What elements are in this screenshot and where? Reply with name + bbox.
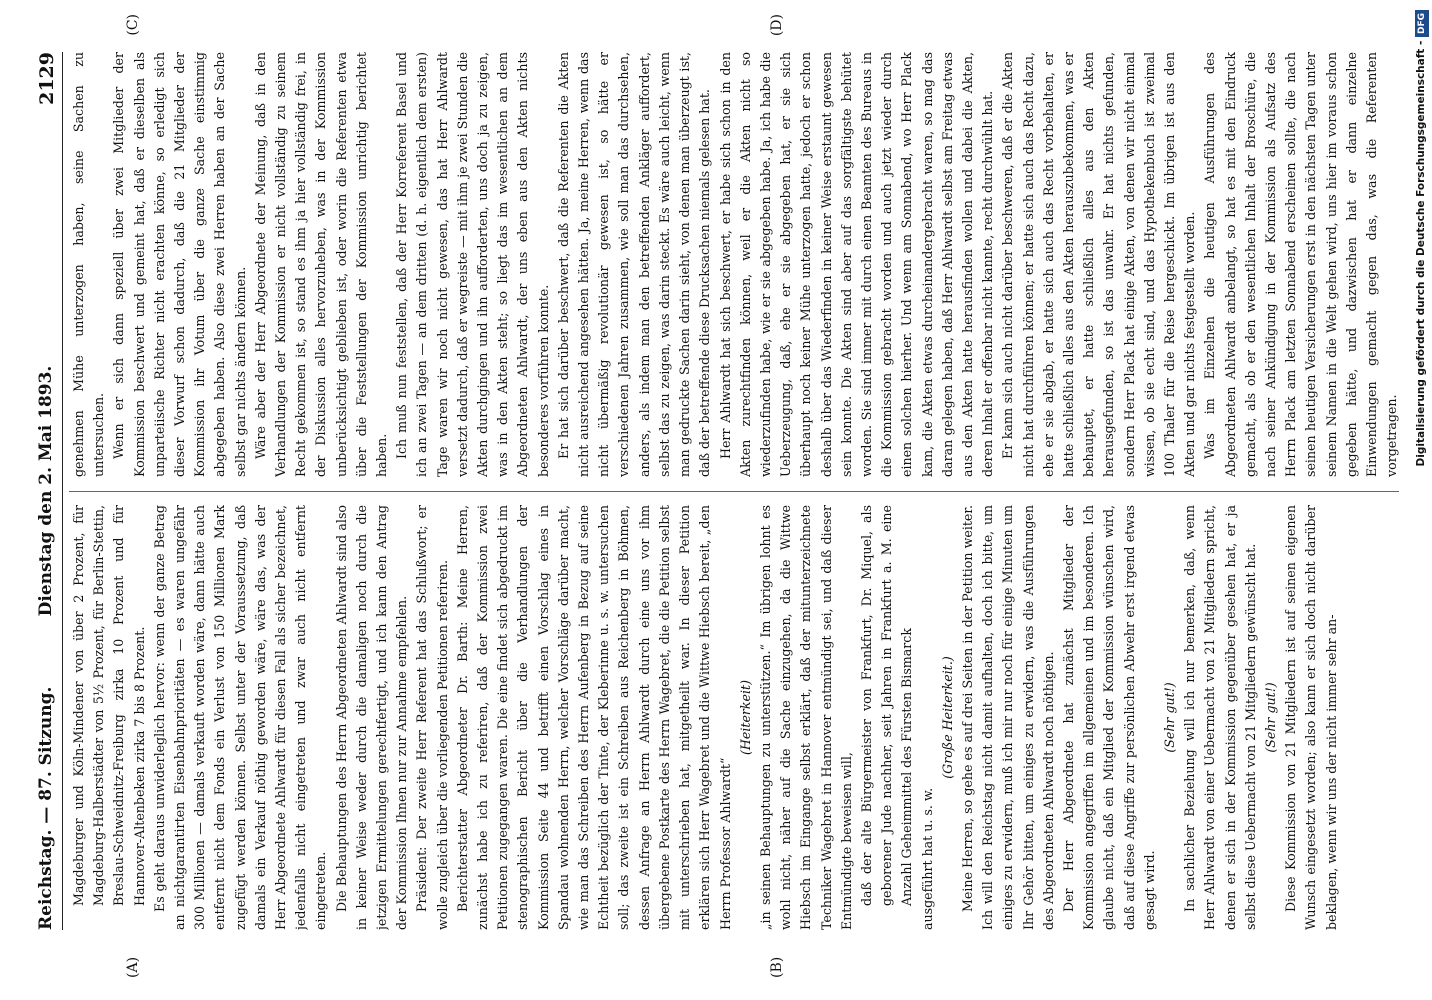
paragraph: „in seinen Behauptungen zu unterstützen.“ Im übrigen lohnt es wohl nicht, näher auf die Sache einzugehen, da die Wittwe Hiebsch im Eingange selbst erklärt, daß der mitunterzeichnete Techniker Wagebret in Hannover entmündigt sei, und daß dieser Entmündigte beweisen will, [757,505,854,930]
paragraph: ausgeführt hat u. s. w. [919,787,935,930]
column-divider [69,491,1399,492]
left-column [69,505,1399,930]
quoted-passage: daß der alte Bürgermeister von Frankfurt, Dr. Miquel, als geborener Jude nachher, seit Jahren in Frankfurt a. M. eine Anzahl Geheimmittel des Fürsten Bismarck [858,505,915,906]
page-number: 2129 [36,52,58,105]
paragraph: Herr Ahlwardt hat sich beschwert, er habe sich schon in den Akten zurechtfinden können, weil er die Akten nicht so wiederzufinden habe, wie er sie abgegeben habe. Ja, ich habe die Ueberzeugung, daß, ehe er sie abgegeben hat, er sie sich überhaupt noch keiner Mühe unterzogen hatte, jedoch er schon deshalb über das Wiederfinden in keiner Weise erstaunt gewesen sein konnte. Die Akten sind aber auf das sorgfältigste behütet worden. Sie sind immer mit durch einen Beamten des Bureaus in die Kommission gebracht worden und auch jetzt wieder durch einen solchen hierher. Und wenn am Sonnabend, wo Herr Plack kam, die Akten etwas durcheinandergebracht waren, so mag das daran gelegen haben, daß Herr Ahlwardt selbst am Freitag etwas aus den Akten hatte herausfinden wollen und dabei die Akten, deren Inhalt er offenbar nicht kannte, recht durchwühlt hat. [717,52,996,477]
paragraph: Die Behauptungen des Herrn Abgeordneten Ahlwardt sind also in keiner Weise weder durch die damaligen noch durch die jetzigen Ermittelungen gerechtfertigt, und ich kann den Antrag der Kommission Ihnen nur zur Annahme empfehlen. [333,505,410,930]
paragraph: Was im Einzelnen die heutigen Ausführungen des Abgeordneten Ahlwardt anbelangt, so hat es mit den Eindruck gemacht, als ob er den wesentlichen Inhalt der Broschüre, die nach seiner Ankündigung in der Kommission als Aufsatz des Herrn Plack am letzten Sonnabend erscheinen sollte, die nach seinen heutigen Versicherungen erst in den nächsten Tagen unter seinem Namen in die Welt gehen wird, uns hier im voraus schon gegeben hätte, und dazwischen hat er dann einzelne Einwendungen gemacht gegen das, was die Referenten vorgetragen. [1202,52,1399,477]
digitization-note [1410,0,1432,1000]
margin-marker-a: (A) [125,956,141,978]
paragraph: Wäre aber der Herr Abgeordnete der Meinung, daß in den Verhandlungen der Kommission er nicht vollständig zu seinem Recht gekommen ist, so stand es ihm ja hier vollständig frei, in der Diskussion alles hervorzuheben, was in der Kommission unberücksichtigt geblieben ist, oder worin die Referenten etwa über die Feststellungen der Kommission unrichtig berichtet haben. [252,52,390,477]
paragraph: Diese Kommission von 21 Mitgliedern ist auf seinen eigenen Wunsch eingesetzt worden; also kann er sich doch nicht darüber beklagen, wenn wir uns der nicht immer sehr an- [1283,505,1339,930]
paragraph: Meine Herren, so gehe es auf drei Seiten in der Petition weiter. Ich will den Reichstag nicht damit aufhalten, doch ich bitte, um einiges zu erwidern, muß ich mir nur noch für einige Minuten um Ihr Gehör bitten, um einiges zu erwidern, was die Ausführungen des Abgeordneten Ahlwardt noch nöthigen. [959,505,1056,930]
paragraph: Wenn er sich dann speziell über zwei Mitglieder der Kommission beschwert und gemeint hat, daß er dieselben als unparteiische Richter nicht erachten könne, so erledigt sich dieser Vorwurf schon dadurch, daß die 21 Mitglieder der Kommission ihr Votum über die ganze Sache einstimmig abgegeben haben. Also diese zwei Herren haben an der Sache selbst gar nichts ändern können. [111,52,248,477]
dfg-logo: DFG [1415,10,1429,37]
digitization-note-label: Digitalisierung gefördert durch die Deutsche Forschungsgemeinschaft - [1415,40,1427,467]
interjection: (Sehr gut!) [1262,682,1278,753]
interjection: (Große Heiterkeit.) [939,656,955,779]
paragraph-president: Präsident: Der zweite Herr Referent hat das Schlußwort; er wolle zugleich über die vorliegenden Petitionen referiren. [414,505,450,930]
interjection: (Sehr gut!) [1161,682,1177,753]
paragraph: Es geht daraus unwiderleglich hervor: wenn der ganze Betrag an nichtgarantirten Eisenbahnprioritäten — es waren ungefähr 300 Millionen — damals verkauft worden wäre, dann hätte auch entfernt nicht dem Fonds ein Verlust von 150 Millionen Mark zugefügt werden können. Selbst unter der Voraussetzung, daß damals ein Verkauf nöthig geworden wäre, wäre das, was der Herr Abgeordnete Ahlwardt für diesen Fall als sicher bezeichnet, jedenfalls nicht eingetreten und zwar auch nicht entfernt eingetreten. [151,505,329,930]
paragraph: genehmen Mühe unterzogen haben, seine Sachen zu untersuchen. [71,52,107,477]
paragraph: Ich muß nun feststellen, daß der Herr Korreferent Basel und ich an zwei Tagen — an dem dritten (d. h. eigentlich dem ersten) Tage waren wir noch nicht gewesen, das hat Herr Ahlwardt versetzt dadurch, daß er wegreiste — mit ihm je zwei Stunden die Akten durchgingen und ihn aufforderten, uns doch ja zu zeigen, was in den Akten steht; so liegt das im wesentlichen an dem Abgeordneten Ahlwardt, der uns eben aus den Akten nichts besonderes vorführen konnte. [394,52,551,477]
interjection: (Heiterkeit) [737,680,753,755]
header-date: Dienstag den 2. Mai 1893. [36,365,56,617]
paragraph: Der Herr Abgeordnete hat zunächst Mitglieder der Kommission angegriffen im allgemeinen und im besonderen. Ich glaube nicht, daß ein Mitglied der Kommission wünschen wird, daß auf diese Angriffe zur persönlichen Abwehr erst irgend etwas gesagt wird. [1060,505,1157,930]
rotated-page [12,0,1412,1000]
text-columns [69,14,1399,978]
header-session: Reichstag. — 87. Sitzung. [36,686,56,930]
paragraph-rapporteur: Berichterstatter Abgeordneter Dr. Barth: Meine Herren, zunächst habe ich zu referiren, daß der Kommission zwei Petitionen zugegangen waren. Die eine findet sich abgedruckt im stenographischen Bericht über die Verhandlungen der Kommission Seite 44 und betrifft einen Vorschlag eines in Spandau wohnenden Herrn, welcher Vorschläge darüber macht, wie man das Schreiben des Herrn Aufenberg in Bezug auf seine Echtheit bezüglich der Tinte, der Kleberinne u. s. w. untersuchen soll; das zweite ist ein Schreiben aus Reichenberg in Böhmen, dessen Anfrage an Herrn Ahlwardt durch eine uns vor ihm übergebene Postkarte des Herrn Wagebret, die die Petition selbst mit unterschrieben hat, mitgetheilt war. In dieser Petition erklären sich Herr Wagebret und die Wittwe Hiebsch bereit, „den Herrn Professor Ahlwardt“ [454,505,733,930]
running-head [30,52,63,930]
margin-marker-c: (C) [125,14,141,36]
margin-marker-d: (D) [769,14,785,37]
paragraph: Er kann sich auch nicht darüber beschweren, daß er die Akten nicht hat durchführen können; er hatte sich auch das Recht dazu, ehe er sie abgab, er hatte sich auch das Recht vorbehalten, er hatte schließlich alles aus den Akten herauszubekommen, was er behauptet, er hatte schließlich alles aus den Akten herausgefunden, so ist das unwahr. Er hat nichts gefunden, sondern Herr Plack hat einige Akten, von denen wir nicht einmal wissen, ob sie echt sind, und das Hypothekenbuch ist zweimal 100 Thaler für die Reise hergeschickt. Im übrigen ist aus den Akten und gar nichts festgestellt worden. [1000,52,1198,477]
paragraph: Er hat sich darüber beschwert, daß die Referenten die Akten nicht ausreichend angesehen hätten. Ja, meine Herren, wenn das nicht übermäßig revolutionär gewesen ist, so hätte er verschiedenen Jahren zusammen, wie soll man das durchsehen, anders, als indem man den betreffenden Ankläger auffordert, selbst das zu zeigen, was darin steckt. Es wäre auch leicht, wenn man gedruckte Sachen darin sieht, von denen man überzeugt ist, daß der betreffende diese Drucksachen niemals gelesen hat. [555,52,713,477]
right-column [69,52,1399,477]
digitization-note-text [1410,0,1432,1000]
paragraph: In sachlicher Beziehung will ich nur bemerken, daß, wenn Herr Ahlwardt von einer Uebermacht von 21 Mitgliedern spricht, denen er sich in der Kommission gegenüber gesehen hat, er ja selbst diese Uebermacht von 21 Mitgliedern gewünscht hat. [1182,505,1258,930]
paragraph: Magdeburger und Köln-Mindener von über 2 Prozent, für Magdeburg-Halberstädter von 5½ Prozent, für Berlin-Stettin, Breslau-Schweidnitz-Freiburg zirka 10 Prozent und für Hannover-Altenbeken zirka 7 bis 8 Prozent. [71,505,147,906]
margin-marker-b: (B) [769,956,785,978]
